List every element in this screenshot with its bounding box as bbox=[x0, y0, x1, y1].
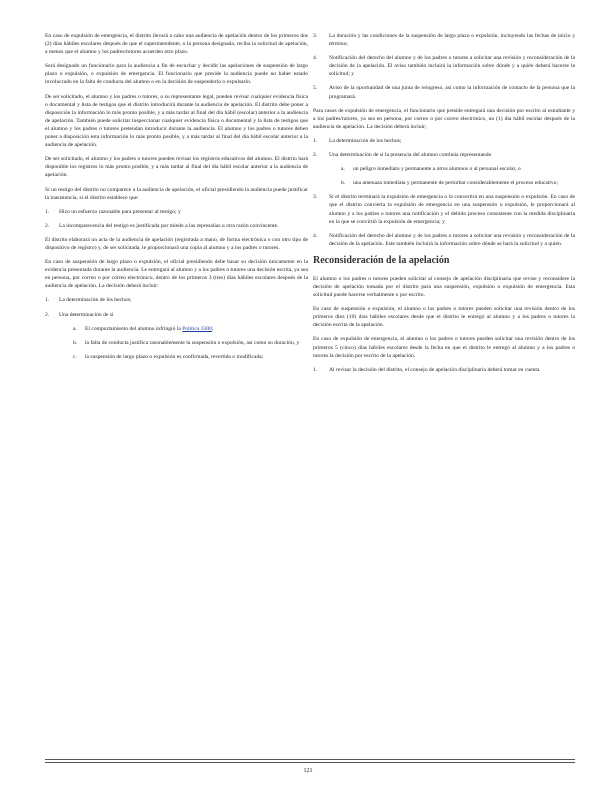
sub-list-letter: b. bbox=[73, 339, 78, 346]
policy-text-before: El comportamiento del alumno infringió la bbox=[85, 325, 183, 332]
list-item bbox=[313, 151, 575, 159]
sub-list-text bbox=[85, 325, 308, 333]
list-text: Aviso de la oportunidad de una junta de reingreso, así como la información de contacto de la persona que la programará. bbox=[329, 85, 575, 100]
list-item bbox=[313, 84, 575, 100]
list-number: 5. bbox=[313, 85, 318, 92]
list-text: Notificación del derecho del alumno y de los padres o tutores a solicitar una revisión y reconsideración de la decisión de la apelación. Este también incluirá la información sobre dónde se hará la solicitud y a quién. bbox=[329, 232, 575, 247]
list-number: 1. bbox=[313, 366, 318, 373]
list-number: 4. bbox=[313, 55, 318, 62]
right-column bbox=[313, 32, 575, 380]
list-text: Notificación del derecho del alumno y de los padres o tutores a solicitar una revisión y reconsideración de la decisión de la apelación. El aviso también incluirá la información sobre dónde y a quién deberá hacerse la solicitud; y bbox=[329, 55, 575, 78]
list-number: 4. bbox=[313, 232, 318, 239]
list-text: Hizo un esfuerzo razonable para presentar al testigo; y bbox=[59, 208, 181, 215]
footer-rule-top bbox=[45, 759, 575, 760]
paragraph-emergency-reconsideration: En caso de expulsión de emergencia, el alumno o los padres o tutores pueden solicitar una revisión dentro de los primeros 5 (cinco) días hábiles escolares desde la fecha en que el distrito le entregó al alumno y a los padres o tutores la decisión por escrito de la apelación. bbox=[313, 336, 575, 359]
section-heading: Reconsideración de la apelación bbox=[313, 254, 450, 266]
list-number: 1. bbox=[45, 208, 50, 215]
sub-list-item bbox=[341, 165, 575, 173]
paragraph-written-decision: En caso de suspensión de largo plazo o expulsión, el oficial presidiendo debe basar su decisión únicamente en la evidencia presentada durante la audiencia. Le entregará al alumno y a los padres o tutores una decisión escrita, ya sea en persona, por correo o por correo electrónico, dentro de los primeros 3 (tres) días hábiles escolares después de la audiencia de apelación. La decisión deberá incluir: bbox=[45, 259, 308, 290]
list-text: La duración y las condiciones de la suspensión de largo plazo o expulsión, incluyendo las fechas de inicio y término; bbox=[329, 33, 575, 48]
sub-list-text: una amenaza inmediata y permanente de perturbar considerablemente el proceso educativo; bbox=[353, 180, 559, 187]
paragraph-records-review: De ser solicitado, el alumno y los padres o tutores pueden revisar los registros educativos del alumno. El distrito hará disponible los registros lo más pronto posible, y a más tardar al final del día hábil escolar anterior a la audiencia de apelación. bbox=[45, 156, 308, 179]
list-number: 3. bbox=[313, 194, 318, 201]
list-number: 1. bbox=[45, 297, 50, 304]
list-item bbox=[313, 54, 575, 78]
list-text: La determinación de los hechos; bbox=[59, 297, 132, 304]
footer-rule-bottom bbox=[45, 762, 575, 763]
list-number: 2. bbox=[45, 222, 50, 229]
policy-3300-link[interactable]: Política 3300 bbox=[182, 325, 212, 332]
paragraph-evidence-review: De ser solicitado, el alumno y los padres o tutores, o su representante legal, pueden revisar cualquier evidencia física o documental y lista de testigos que el distrito introducirá durante la audiencia de apelación. El distrito debe poner a disposición la información lo más pronto posible, y a más tardar al final del día hábil (escolar) anterior a la audiencia de apelación. También puede solicitar inspeccionar cualquier evidencia física o documental y la lista de testigos que el alumno y los padres o tutores pretendan introducir durante la audiencia. El alumno y los padres o tutores deben poner a disposición esta información lo más pronto posible, y a más tardar al final del día hábil escolar anterior a la audiencia de apelación. bbox=[45, 93, 308, 149]
list-item bbox=[45, 222, 308, 230]
list-text: Una determinación de si la presencia del alumno continúa representando bbox=[329, 152, 492, 159]
list-text: Una determinación de si bbox=[59, 311, 114, 318]
list-text: Al revisar la decisión del distrito, el consejo de apelación disciplinaria deberá tomar en cuenta bbox=[329, 366, 540, 373]
sub-list-text: la suspensión de largo plazo o expulsión es confirmada, revertida o modificada; bbox=[85, 353, 264, 360]
policy-text-after: ; bbox=[211, 325, 214, 332]
sub-list-letter: a. bbox=[341, 166, 345, 173]
left-column bbox=[45, 32, 308, 367]
list-item bbox=[45, 296, 308, 304]
paragraph-hearing-officer: Será designado un funcionario para la audiencia a fin de escuchar y decidir las apelaciones de suspensión de largo plazo o expulsión, o expulsión de emergencia. El funcionario que preside la audiencia puede no haber estado involucrado en la falta de conducta del alumno o en la decisión de suspenderlo o expulsarlo. bbox=[45, 63, 308, 86]
list-item bbox=[313, 232, 575, 248]
list-number: 3. bbox=[313, 33, 318, 39]
list-text: Si el distrito terminará la expulsión de emergencia o la convertirá en una suspensión o expulsión. En caso de que el distrito convierta la expulsión de emergencia en una suspensión o expulsión, le proporcionará al alumno y a los padres o tutores una notificación y el debido proceso consistente con la medida disciplinaria en la que se convirtió la expulsión de emergencia; y bbox=[329, 194, 575, 225]
sub-list-item bbox=[73, 353, 308, 361]
list-item bbox=[313, 366, 575, 374]
list-text: La determinación de los hechos; bbox=[329, 137, 402, 144]
list-item bbox=[313, 137, 575, 145]
list-item bbox=[45, 208, 308, 216]
list-text: La incomparecencia del testigo es justificada por miedo a las represalias u otra razón convincente. bbox=[59, 222, 279, 229]
sub-list-item bbox=[73, 325, 308, 333]
sub-list-text: la falta de conducta justifica razonablemente la suspensión o expulsión, así como su duración, y bbox=[85, 339, 300, 346]
list-number: 1. bbox=[313, 137, 318, 144]
sub-list-text: un peligro inmediato y permanente a otros alumnos o al personal escolar, o bbox=[353, 166, 521, 173]
list-item bbox=[45, 311, 308, 319]
paragraph-reconsideration-request: El alumno o los padres o tutores pueden solicitar al consejo de apelación disciplinaria que revise y reconsidere la decisión de apelación tomada por el distrito para una suspensión, expulsión o expulsión de emergencia. Esta solicitud puede hacerse verbalmente o por escrito. bbox=[313, 275, 575, 299]
sub-list-item bbox=[341, 179, 575, 187]
sub-list-item bbox=[73, 339, 308, 347]
sub-list-letter: a. bbox=[73, 325, 77, 332]
paragraph-hearing-record: El distrito elaborará un acta de la audiencia de apelación (registrada a mano, de forma electrónica o con otro tipo de dispositivo de registro) y, de ser solicitada, le proporcionará una copia al alumno y a los padres o tutores. bbox=[45, 236, 308, 251]
list-number: 2. bbox=[45, 311, 50, 318]
page-number: 121 bbox=[303, 768, 313, 774]
paragraph-reconsideration-deadline: En caso de suspensión o expulsión, el alumno o los padres o tutores pueden solicitar una revisión dentro de los primeros diez (10) días hábiles escolares desde que el distrito le entregó al alumno y a los padres o tutores la decisión escrita de la apelación. bbox=[313, 306, 575, 329]
list-item bbox=[313, 193, 575, 225]
list-number: 2. bbox=[313, 152, 318, 159]
paragraph-emergency-decision: Para casos de expulsión de emergencia, el funcionario que preside entregará una decisión por escrito al estudiante y a los padres/tutores, ya sea en persona, por correo o por correo electrónico, un (1) día hábil escolar después de la audiencia de apelación. La decisión deberá incluir; bbox=[313, 107, 575, 130]
list-item bbox=[313, 32, 575, 48]
paragraph-emergency-hearing: En caso de expulsión de emergencia, el distrito llevará a cabo una audiencia de apelación dentro de los primeros dos (2) días hábiles escolares después de que el superintendente, o la persona designada, reciba la solicitud de apelación, a menos que el alumno y los padres/tutores acuerden otro plazo. bbox=[45, 33, 308, 56]
sub-list-letter: c. bbox=[73, 353, 77, 360]
sub-list-letter: b. bbox=[341, 180, 346, 187]
paragraph-witness: Si un testigo del distrito no comparece a la audiencia de apelación, el oficial presidiendo la audiencia puede justificar la inasistencia, si el distrito establece que: bbox=[45, 186, 308, 201]
